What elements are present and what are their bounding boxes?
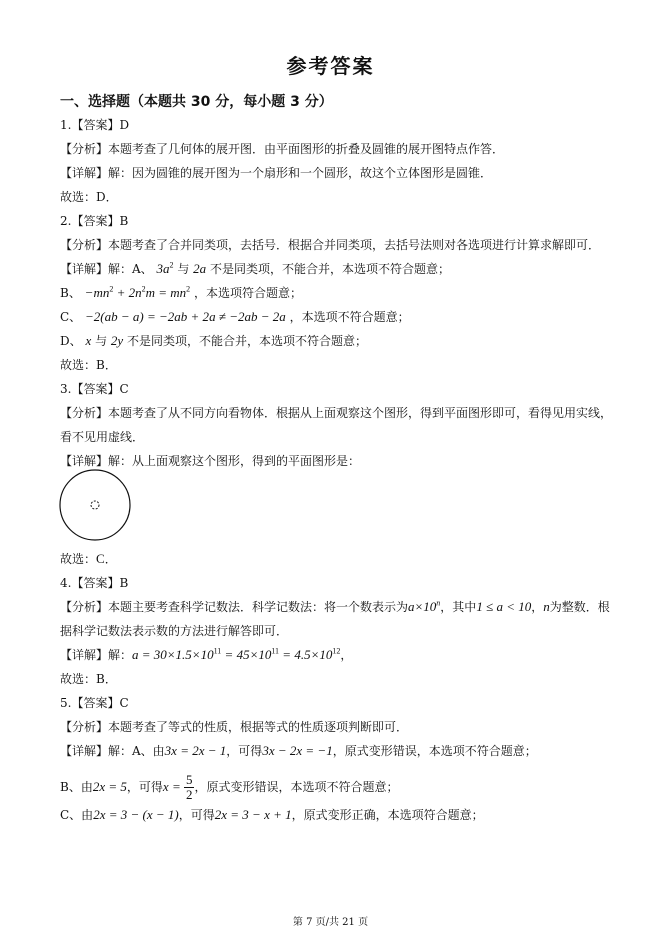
q4-answer: 4.【答案】B: [60, 576, 129, 590]
q3-analysis-2: 看不见用虚线．: [60, 430, 145, 444]
q2-b-prefix: B、: [60, 286, 81, 300]
q5-b-prefix: B、由: [60, 780, 93, 794]
q1-analysis: 【分析】本题考查了几何体的展开图．由平面图形的折叠及圆锥的展开图特点作答．: [60, 142, 505, 156]
q5-b-mid: ，可得: [126, 780, 163, 794]
math-expression: x: [85, 333, 92, 348]
math-expression: 2x = 3 − x + 1: [214, 807, 292, 822]
q5-c-mid: ，可得: [178, 808, 215, 822]
outer-circle: [60, 470, 130, 540]
math-expression: x =: [162, 779, 184, 794]
q4-detail-prefix: 【详解】解：: [60, 648, 133, 662]
q3-conclusion-suffix: ．: [104, 552, 117, 566]
q2-detail-a: [60, 261, 450, 277]
q5-detail-mid: ，可得: [226, 744, 263, 758]
math-expression: −2(ab − a) = −2ab + 2a ≠ −2ab − 2a: [85, 309, 286, 324]
q5-detail-prefix: 【详解】解：A、由: [60, 744, 165, 758]
q2-b-suffix: ，本选项符合题意；: [194, 286, 303, 300]
q2-analysis: 【分析】本题考查了合并同类项，去括号．根据合并同类项，去括号法则对各选项进行计算求解即可．: [60, 238, 601, 252]
q2-option-c: [60, 309, 410, 325]
q4-conclusion: 故选：B．: [60, 672, 117, 686]
q3-detail: 【详解】解：从上面观察这个图形，得到的平面图形是：: [60, 454, 361, 468]
q1-detail: 【详解】解：因为圆锥的展开图为一个扇形和一个圆形，故这个立体图形是圆锥．: [60, 166, 493, 180]
q5-c-prefix: C、由: [60, 808, 94, 822]
q2-answer: 2.【答案】B: [60, 214, 129, 228]
q4-analysis-mid2: ，: [531, 600, 544, 614]
math-expression: 1 ≤ a < 10: [476, 599, 532, 614]
q3-conclusion-value: C: [96, 551, 105, 566]
q2-option-d: [60, 333, 367, 349]
q4-detail: [60, 647, 352, 663]
q2-d-mid: 与: [95, 334, 108, 348]
q2-d-suffix: 不是同类项，不能合并，本选项不符合题意；: [127, 334, 368, 348]
math-expression: $a\times 10^n$: [408, 598, 441, 614]
math-expression: $3a^2$: [156, 260, 174, 276]
q3-analysis-1: 【分析】本题考查了从不同方向看物体．根据从上面观察这个图形，得到平面图形即可，看得见用实线，: [60, 406, 613, 420]
math-expression: 2a: [193, 261, 207, 276]
math-expression: 2y: [110, 333, 124, 348]
dashed-inner-circle: [91, 501, 99, 509]
q2-c-prefix: C、: [60, 310, 82, 324]
fraction: [184, 773, 195, 802]
math-expression: $-mn^2 + 2n^2m = mn^2$: [84, 284, 191, 300]
math-expression: 3x = 2x − 1: [164, 743, 227, 758]
q5-c-suffix: ，原式变形正确，本选项符合题意；: [291, 808, 484, 822]
q5-b-suffix: ，原式变形错误，本选项不符合题意；: [194, 780, 399, 794]
q5-option-c: [60, 807, 484, 823]
q2-detail-mid: 与: [177, 262, 190, 276]
q2-detail-suffix: 不是同类项，不能合并，本选项不符合题意；: [210, 262, 451, 276]
q4-analysis-mid: ，其中: [440, 600, 477, 614]
q4-detail-suffix: ，: [340, 648, 353, 662]
q2-d-prefix: D、: [60, 334, 82, 348]
q2-conclusion: 故选：B．: [60, 358, 117, 372]
q5-detail-suffix: ，原式变形错误，本选项不符合题意；: [332, 744, 537, 758]
math-expression: 3x − 2x = −1: [262, 743, 333, 758]
q4-analysis-prefix: 【分析】本题主要考查科学记数法．科学记数法：将一个数表示为: [60, 600, 409, 614]
q1-answer: 1.【答案】D: [60, 118, 130, 132]
q2-option-b: [60, 285, 302, 301]
q4-analysis-1: [60, 599, 610, 615]
q3-conclusion-prefix: 故选：: [60, 552, 97, 566]
page-footer: 第 7 页/共 21 页: [292, 917, 369, 928]
math-expression: n: [543, 599, 550, 614]
fraction-numerator: 5: [185, 772, 193, 787]
q1-conclusion: 故选：D．: [60, 190, 118, 204]
math-expression: 2x = 3 − (x − 1): [93, 807, 179, 822]
page-title: 参考答案: [286, 54, 375, 78]
q4-analysis-2: 据科学记数法表示数的方法进行解答即可．: [60, 624, 289, 638]
q5-answer: 5.【答案】C: [60, 696, 129, 710]
section-heading: 一、选择题（本题共 30 分，每小题 3 分）: [60, 94, 333, 110]
q2-detail-prefix: 【详解】解：A、: [60, 262, 153, 276]
fraction-denominator: 2: [185, 787, 193, 802]
top-view-figure: [58, 468, 132, 542]
q4-analysis-suffix: 为整数．根: [549, 600, 610, 614]
q2-c-suffix: ，本选项不符合题意；: [289, 310, 410, 324]
q5-detail: [60, 743, 537, 759]
math-expression: $a = 30\times 1.5\times 10^{11} = 45\times 10^{11} = 4.5\times 10^{12}$: [132, 646, 341, 662]
q3-conclusion: [60, 551, 117, 567]
math-expression: 2x = 5: [92, 779, 127, 794]
q5-option-b: [60, 767, 398, 807]
q5-analysis: 【分析】本题考查了等式的性质，根据等式的性质逐项判断即可．: [60, 720, 409, 734]
q3-answer: 3.【答案】C: [60, 382, 129, 396]
